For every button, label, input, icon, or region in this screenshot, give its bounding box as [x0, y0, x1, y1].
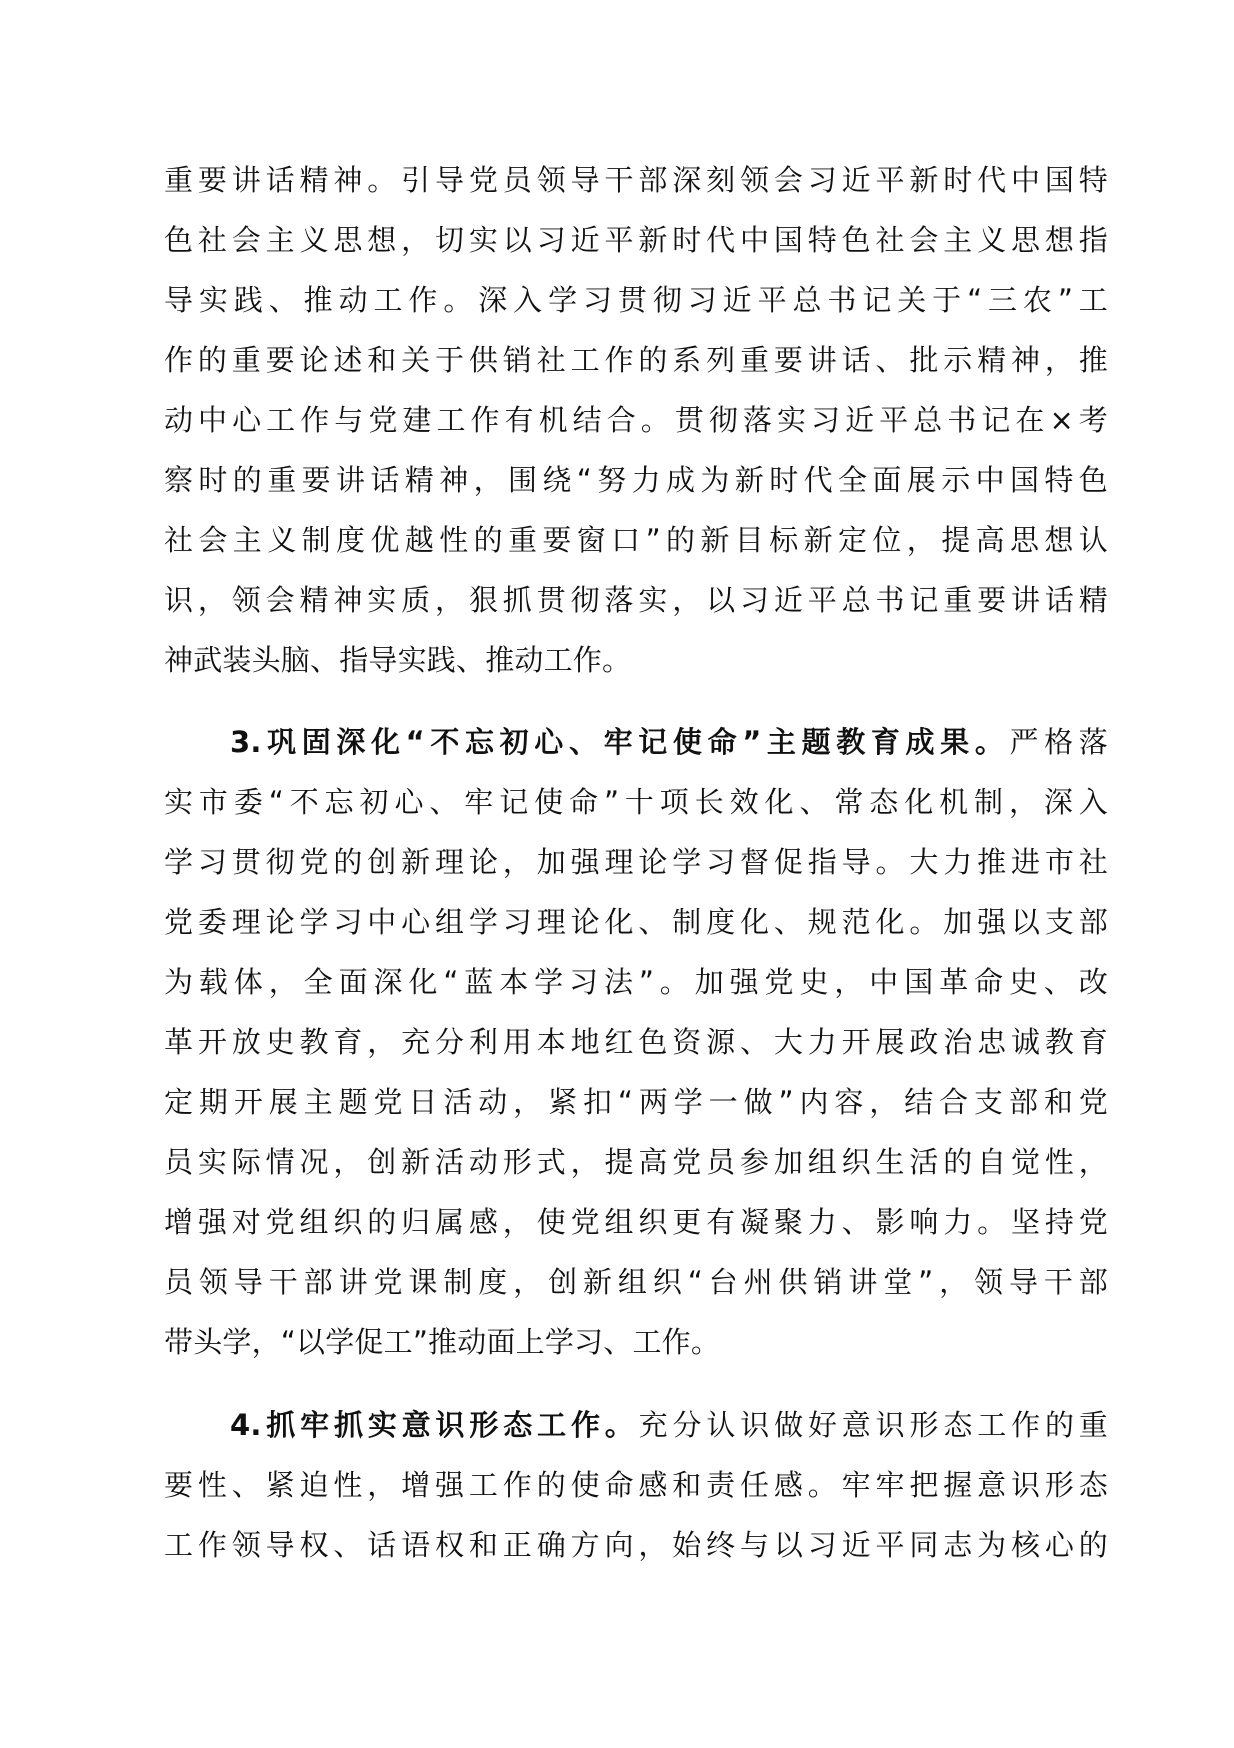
paragraph-2-line: 员实际情况，创新活动形式，提高党员参加组织生活的自觉性，	[164, 1145, 1108, 1179]
paragraph-3-line: 工作领导权、话语权和正确方向，始终与以习近平同志为核心的	[164, 1528, 1108, 1562]
paragraph-1-line: 导实践、推动工作。深入学习贯彻习近平总书记关于“三农”工	[164, 283, 1108, 317]
paragraph-3-line: 要性、紧迫性，增强工作的使命感和责任感。牢牢把握意识形态	[164, 1468, 1108, 1502]
paragraph-1-line: 识，领会精神实质，狠抓贯彻落实，以习近平总书记重要讲话精	[164, 583, 1108, 617]
paragraph-2-line: 员领导干部讲党课制度，创新组织“台州供销讲堂”，领导干部	[164, 1265, 1108, 1299]
paragraph-1	[164, 150, 1108, 690]
paragraph-1-line: 作的重要论述和关于供销社工作的系列重要讲话、批示精神，推	[164, 343, 1108, 377]
paragraph-3-first-text: 充分认识做好意识形态工作的重	[638, 1408, 1108, 1442]
paragraph-3-first-line	[164, 1395, 1108, 1455]
paragraph-1-line: 色社会主义思想，切实以习近平新时代中国特色社会主义思想指	[164, 223, 1108, 257]
paragraph-2-line: 增强对党组织的归属感，使党组织更有凝聚力、影响力。坚持党	[164, 1205, 1108, 1239]
paragraph-1-line: 动中心工作与党建工作有机结合。贯彻落实习近平总书记在×考	[164, 403, 1108, 437]
section-heading-3: 3.巩固深化“不忘初心、牢记使命”主题教育成果。	[230, 725, 1010, 759]
section-heading-4: 4.抓牢抓实意识形态工作。	[230, 1408, 639, 1442]
paragraph-1-line: 察时的重要讲话精神，围绕“努力成为新时代全面展示中国特色	[164, 463, 1108, 497]
paragraph-2-line: 学习贯彻党的创新理论，加强理论学习督促指导。大力推进市社	[164, 845, 1108, 879]
paragraph-2-first-text: 严格落	[1009, 725, 1108, 759]
paragraph-2-line: 带头学，“以学促工”推动面上学习、工作。	[164, 1325, 721, 1359]
paragraph-1-line: 重要讲话精神。引导党员领导干部深刻领会习近平新时代中国特	[164, 163, 1108, 197]
paragraph-2-line: 党委理论学习中心组学习理论化、制度化、规范化。加强以支部	[164, 905, 1108, 939]
paragraph-2-line: 为载体，全面深化“蓝本学习法”。加强党史，中国革命史、改	[164, 965, 1108, 999]
paragraph-2-first-line	[164, 712, 1108, 772]
paragraph-2-line: 革开放史教育，充分利用本地红色资源、大力开展政治忠诚教育	[164, 1025, 1108, 1059]
paragraph-1-line: 神武装头脑、指导实践、推动工作。	[164, 643, 632, 677]
paragraph-1-line: 社会主义制度优越性的重要窗口”的新目标新定位，提高思想认	[164, 523, 1108, 557]
paragraph-2	[164, 712, 1108, 1372]
paragraph-2-line: 实市委“不忘初心、牢记使命”十项长效化、常态化机制，深入	[164, 785, 1108, 819]
paragraph-3	[164, 1395, 1108, 1575]
paragraph-2-line: 定期开展主题党日活动，紧扣“两学一做”内容，结合支部和党	[164, 1085, 1108, 1119]
